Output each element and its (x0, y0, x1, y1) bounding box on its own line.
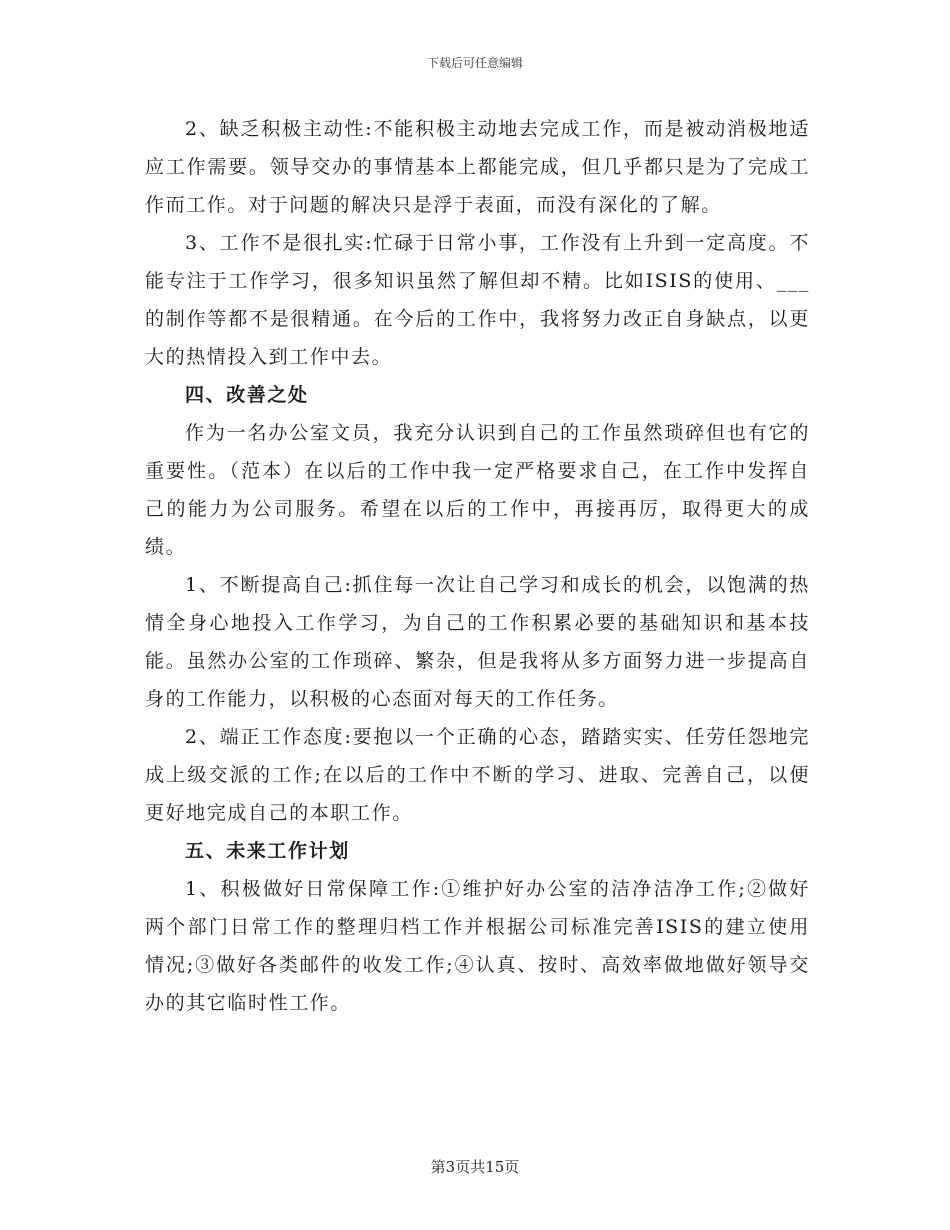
section-heading-improvements: 四、改善之处 (185, 384, 309, 406)
page-header: 下载后可任意编辑 (426, 56, 523, 70)
page-number: 第3页共15页 (430, 1158, 520, 1176)
section-heading-future-plan: 五、未来工作计划 (185, 840, 350, 862)
paragraph-work-attitude: 2、端正工作态度:要抱以一个正确的心态，踏踏实实、任劳任怨地完成上级交派的工作;在以后的工作中不断的学习、进取、完善自己，以便更好地完成自己的本职工作。 (145, 726, 810, 824)
paragraph-self-improvement: 1、不断提高自己:抓住每一次让自己学习和成长的机会，以饱满的热情全身心地投入工作学习，为自己的工作积累必要的基础知识和基本技能。虽然办公室的工作琐碎、繁杂，但是我将从多方面努力进一步提高自身的工作能力，以积极的心态面对每天的工作任务。 (145, 574, 810, 710)
paragraph-lack-initiative: 2、缺乏积极主动性:不能积极主动地去完成工作，而是被动消极地适应工作需要。领导交办的事情基本上都能完成，但几乎都只是为了完成工作而工作。对于问题的解决只是浮于表面，而没有深化的了解。 (145, 118, 810, 216)
document-body (145, 110, 810, 1022)
paragraph-clerk-role: 作为一名办公室文员，我充分认识到自己的工作虽然琐碎但也有它的重要性。（范本）在以后的工作中我一定严格要求自己，在工作中发挥自己的能力为公司服务。希望在以后的工作中，再接再厉，取得更大的成绩。 (145, 422, 810, 558)
paragraph-not-solid: 3、工作不是很扎实:忙碌于日常小事，工作没有上升到一定高度。不能专注于工作学习，很多知识虽然了解但却不精。比如ISIS的使用、___的制作等都不是很精通。在今后的工作中，我将努力改正自身缺点，以更大的热情投入到工作中去。 (145, 232, 810, 368)
paragraph-daily-support: 1、积极做好日常保障工作:①维护好办公室的洁净洁净工作;②做好两个部门日常工作的整理归档工作并根据公司标准完善ISIS的建立使用情况;③做好各类邮件的收发工作;④认真、按时、高效率做地做好领导交办的其它临时性工作。 (145, 878, 810, 1014)
